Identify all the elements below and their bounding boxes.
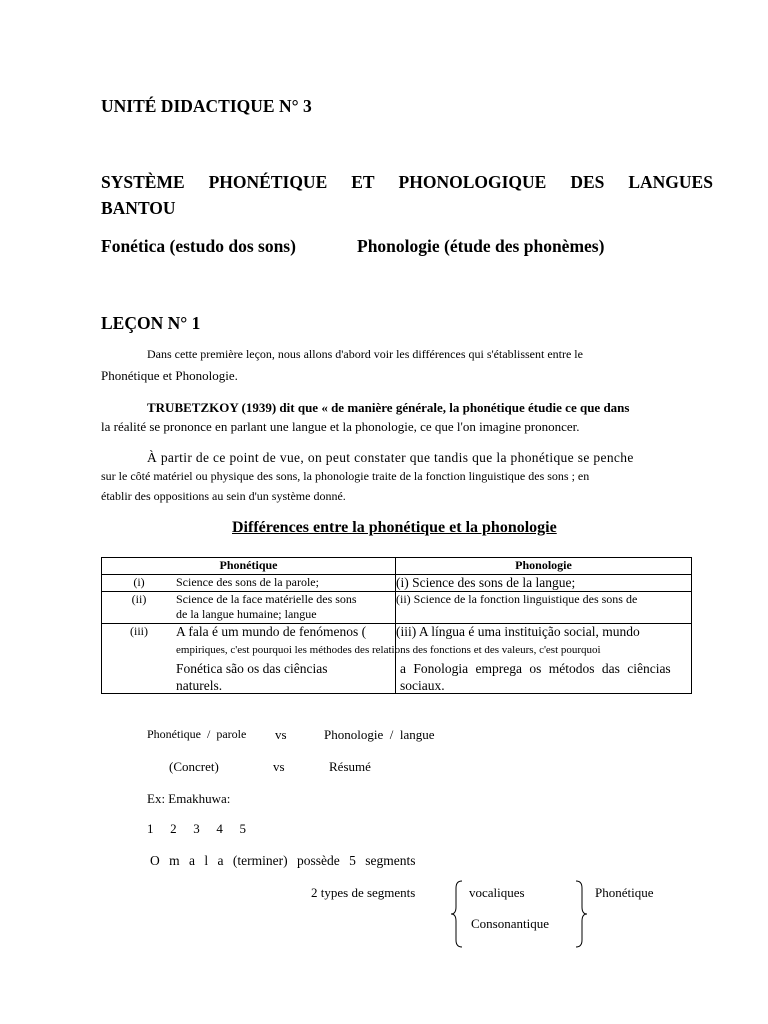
- system-title-word: SYSTÈME: [101, 172, 185, 192]
- comparison-vs: vs: [273, 759, 285, 774]
- system-title-word: LANGUES: [628, 172, 713, 192]
- table-cell-line: a Fonologia emprega os métodos das ciências: [400, 661, 671, 676]
- segment-gloss: (terminer): [232, 853, 288, 868]
- table-row: [102, 575, 692, 592]
- row-number: (i): [133, 575, 145, 589]
- comparison-phonologie: [324, 727, 435, 743]
- types-label: 2 types de segments: [311, 885, 416, 900]
- header-phonetique: Phonétique: [102, 558, 396, 575]
- system-title-word: PHONÉTIQUE: [208, 172, 328, 192]
- segment-letter: l: [204, 853, 209, 868]
- segment-letter: a: [217, 853, 224, 868]
- header-phonologie: Phonologie: [396, 558, 692, 575]
- system-title-line1: [101, 172, 713, 193]
- cell-text: (ii) Science de la fonction linguistique des sons de: [396, 592, 638, 606]
- table-cell-line: naturels.: [176, 678, 223, 693]
- table-cell-line: [176, 661, 386, 677]
- paragraph-3-line-1: À partir de ce point de vue, on peut constater que tandis que la phonétique se penche: [147, 450, 634, 465]
- cell-line: A fala é um mundo de fenómenos (: [176, 624, 367, 639]
- comparison-term: langue: [399, 727, 435, 742]
- table-cell: [396, 592, 692, 624]
- paragraph-text: Dans cette première leçon, nous allons d'abord voir les différences qui s'établissent entre le: [147, 347, 583, 361]
- cell-text: Science des sons de la parole;: [176, 575, 319, 589]
- subtitle-right: Phonologie (étude des phonèmes): [357, 236, 605, 256]
- type-consonantique: Consonantique: [471, 916, 549, 931]
- segment-letter: a: [189, 853, 196, 868]
- segment-number: 1: [147, 821, 154, 836]
- comparison-term: parole: [216, 727, 247, 741]
- table-cell-line: sociaux.: [400, 678, 445, 693]
- segment-word: 5: [349, 853, 356, 868]
- comparison-separator: /: [389, 727, 394, 742]
- example-segments-line: [150, 853, 416, 869]
- comparison-concret: (Concret): [169, 759, 219, 774]
- row-number: (ii): [131, 592, 147, 606]
- cell-line: Science de la face matérielle des sons: [176, 592, 357, 606]
- result-phonetique: Phonétique: [595, 885, 654, 900]
- segment-word: segments: [365, 853, 416, 868]
- segment-letter: O: [150, 853, 160, 868]
- table-overflow-line: empiriques, c'est pourquoi les méthodes des relations des fonctions et des valeurs, c'est pourquoi: [176, 644, 601, 656]
- segment-number: 2: [170, 821, 177, 836]
- example-label: Ex: Emakhuwa:: [147, 791, 231, 806]
- cell-line: Fonética são os das ciências: [176, 661, 328, 676]
- segment-letter: m: [169, 853, 180, 868]
- system-title-word: DES: [570, 172, 605, 192]
- table-title: Différences entre la phonétique et la phonologie: [232, 519, 557, 536]
- table-cell: [102, 575, 396, 592]
- paragraph-3-line-3: établir des oppositions au sein d'un système donné.: [101, 489, 346, 503]
- cell-line: (iii) A língua é uma instituição social, mundo: [396, 624, 640, 639]
- comparison-separator: /: [207, 727, 211, 741]
- comparison-term: Phonétique: [147, 727, 201, 741]
- left-brace-icon: [450, 880, 464, 948]
- cell-line: de la langue humaine; langue: [176, 607, 317, 621]
- unit-title: UNITÉ DIDACTIQUE N° 3: [101, 96, 312, 116]
- lesson-title: LEÇON N° 1: [101, 313, 201, 333]
- table-row: [102, 592, 692, 624]
- type-vocaliques: vocaliques: [469, 885, 525, 900]
- table-header-row: [102, 558, 692, 575]
- cell-text: (i) Science des sons de la langue;: [396, 575, 576, 590]
- system-title-word: PHONOLOGIQUE: [398, 172, 547, 192]
- comparison-resume: Résumé: [329, 759, 371, 774]
- paragraph-2-line-1: TRUBETZKOY (1939) dit que « de manière générale, la phonétique étudie ce que dans: [147, 400, 630, 415]
- segment-word: possède: [297, 853, 340, 868]
- table-cell: [102, 592, 396, 624]
- subtitle-left: Fonética (estudo dos sons): [101, 236, 296, 256]
- system-title-line2: BANTOU: [101, 198, 176, 218]
- comparison-phonetique: [147, 727, 246, 742]
- segment-number: 3: [193, 821, 200, 836]
- comparison-term: Phonologie: [324, 727, 384, 742]
- paragraph-2-line-2: la réalité se prononce en parlant une langue et la phonologie, ce que l'on imagine prononcer.: [101, 419, 580, 434]
- paragraph-1-line-1: [147, 347, 652, 362]
- segment-number: 5: [239, 821, 246, 836]
- cell-text: [176, 592, 393, 622]
- table-cell: [396, 575, 692, 592]
- example-numbers: [147, 821, 246, 837]
- comparison-vs: vs: [275, 727, 287, 742]
- table-cell: [102, 624, 396, 694]
- row-number: (iii): [130, 624, 148, 638]
- paragraph-3-line-2: sur le côté matériel ou physique des sons, la phonologie traite de la fonction linguistique des sons ; en: [101, 469, 590, 483]
- system-title-word: ET: [351, 172, 375, 192]
- paragraph-1-line-2: Phonétique et Phonologie.: [101, 368, 238, 383]
- segment-number: 4: [216, 821, 223, 836]
- right-brace-icon: [574, 880, 588, 948]
